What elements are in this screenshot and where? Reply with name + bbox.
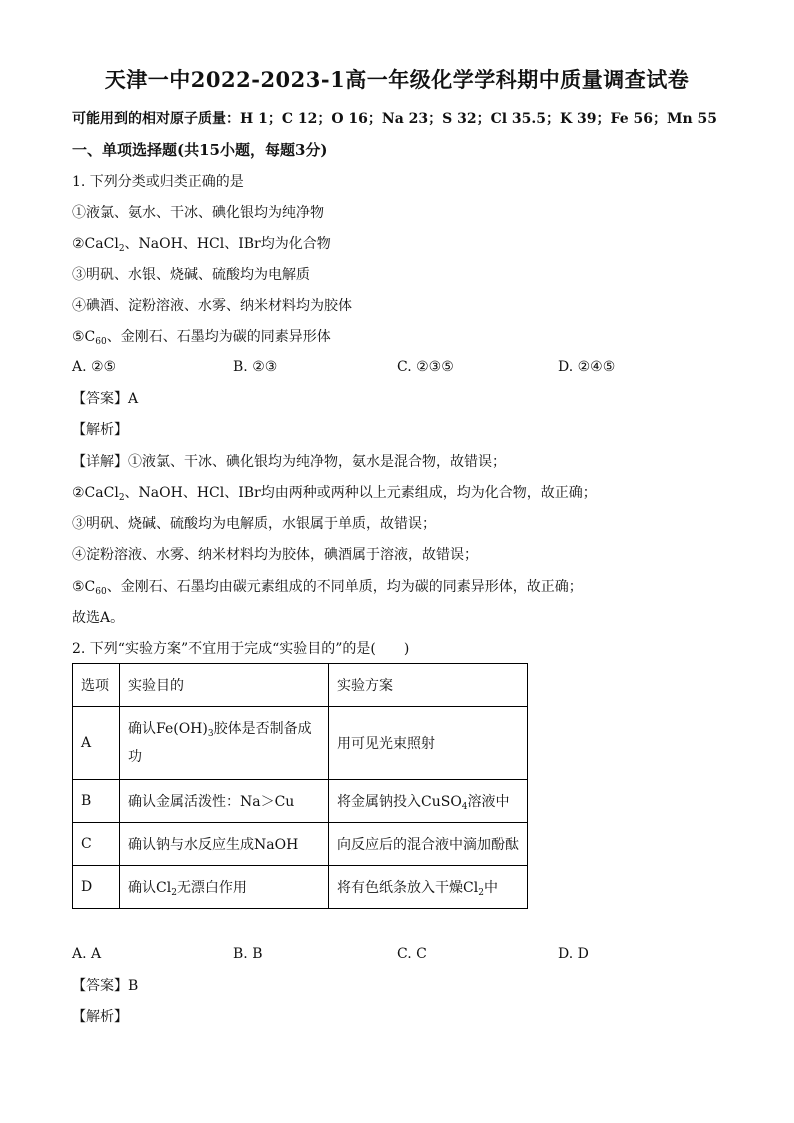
q1-detail-1: 【详解】①液氯、干冰、碘化银均为纯净物，氨水是混合物，故错误；: [72, 454, 506, 470]
q1-detail-2-text-b: 、NaOH、HCl、IBr均由两种或两种以上元素组成，均为化合物，故正确；: [124, 485, 597, 501]
q2-row-a-goal-text-b: 胶体是否制备成功: [128, 721, 312, 765]
q1-item-2-subscript: 2: [118, 244, 125, 254]
exam-title: 天津一中2022-2023-1高一年级化学学科期中质量调查试卷: [104, 67, 690, 92]
q2-table-row-a: [73, 707, 528, 780]
q1-option-b[interactable]: B. ②③: [233, 359, 278, 375]
q2-row-a-goal-text-a: 确认Fe(OH): [128, 721, 208, 737]
q1-item-3: ③明矾、水银、烧碱、硫酸均为电解质: [72, 267, 310, 283]
q2-row-a-plan: 用可见光束照射: [329, 707, 528, 780]
q1-detail-5-text-a: ⑤C: [72, 579, 96, 595]
q2-row-d-goal-subscript: 2: [171, 888, 177, 898]
q2-row-b-option: B: [73, 780, 120, 823]
q1-detail-6: 故选A。: [72, 610, 125, 626]
q2-row-d-plan: [329, 866, 528, 909]
q2-option-a[interactable]: A. A: [72, 946, 102, 962]
q1-detail-4: ④淀粉溶液、水雾、纳米材料均为胶体，碘酒属于溶液，故错误；: [72, 547, 478, 563]
q2-header-goal: 实验目的: [120, 664, 329, 707]
q1-detail-2: [72, 484, 597, 502]
q1-item-5-text-a: ⑤C: [72, 329, 96, 345]
q2-row-d-plan-text-b: 中: [483, 880, 498, 896]
q2-row-d-goal: [120, 866, 329, 909]
q1-item-5-text-b: 、金刚石、石墨均为碳的同素异形体: [106, 329, 331, 345]
q2-row-d-plan-text-a: 将有色纸条放入干燥Cl: [337, 880, 479, 896]
q2-table-row-d: [73, 866, 528, 909]
q1-option-d[interactable]: D. ②④⑤: [558, 359, 616, 375]
q2-row-d-goal-text-b: 无漂白作用: [176, 880, 247, 896]
q2-row-c-goal: 确认钠与水反应生成NaOH: [120, 823, 329, 866]
q1-detail-5-text-b: 、金刚石、石墨均由碳元素组成的不同单质，均为碳的同素异形体，故正确；: [106, 579, 583, 595]
q2-row-d-option: D: [73, 866, 120, 909]
q2-table-row-c: [73, 823, 528, 866]
q1-detail-2-text-a: ②CaCl: [72, 485, 119, 501]
q2-row-b-plan: [329, 780, 528, 823]
q2-row-c-option: C: [73, 823, 120, 866]
q1-stem: 1. 下列分类或归类正确的是: [72, 174, 244, 190]
q2-row-b-goal: 确认金属活泼性：Na＞Cu: [120, 780, 329, 823]
q2-option-c[interactable]: C. C: [397, 946, 427, 962]
q1-answer: 【答案】A: [72, 391, 139, 407]
q2-table-header-row: [73, 664, 528, 707]
q1-detail-3: ③明矾、烧碱、硫酸均为电解质，水银属于单质，故错误；: [72, 516, 436, 532]
q2-row-a-goal-subscript: 3: [207, 729, 214, 739]
q2-analysis-label: 【解析】: [72, 1009, 128, 1025]
q1-option-c[interactable]: C. ②③⑤: [397, 359, 454, 375]
q2-row-d-goal-text-a: 确认Cl: [128, 880, 172, 896]
q1-analysis-label: 【解析】: [72, 422, 128, 438]
q2-table-row-b: [73, 780, 528, 823]
q1-option-a[interactable]: A. ②⑤: [72, 359, 117, 375]
q1-item-5: [72, 328, 331, 346]
q2-stem: 2. 下列“实验方案”不宜用于完成“实验目的”的是( ): [72, 641, 410, 657]
q2-row-b-plan-text-a: 将金属钠投入CuSO: [337, 794, 462, 810]
q1-detail-2-subscript: 2: [118, 493, 125, 503]
q2-row-a-goal: [120, 707, 329, 780]
q2-option-b[interactable]: B. B: [233, 946, 263, 962]
q1-item-4: ④碘酒、淀粉溶液、水雾、纳米材料均为胶体: [72, 298, 352, 314]
q2-table: [72, 663, 528, 909]
q2-header-option: 选项: [73, 664, 120, 707]
q2-row-a-option: A: [73, 707, 120, 780]
q2-row-d-plan-subscript: 2: [478, 888, 484, 898]
q1-item-1: ①液氯、氨水、干冰、碘化银均为纯净物: [72, 205, 324, 221]
q2-row-c-plan: 向反应后的混合液中滴加酚酞: [329, 823, 528, 866]
q1-detail-5: [72, 578, 583, 596]
section-heading: 一、单项选择题(共15小题，每题3分): [72, 141, 328, 159]
q1-item-5-subscript: 60: [95, 337, 107, 347]
atomic-masses-line: 可能用到的相对原子质量：H 1；C 12；O 16；Na 23；S 32；Cl 35.5；K 39；Fe 56；Mn 55: [72, 111, 718, 127]
q1-item-2-text-a: ②CaCl: [72, 236, 119, 252]
q1-item-2-text-b: 、NaOH、HCl、IBr均为化合物: [124, 236, 331, 252]
q2-header-plan: 实验方案: [329, 664, 528, 707]
q2-row-b-plan-subscript: 4: [461, 802, 468, 812]
q2-row-b-plan-text-b: 溶液中: [467, 794, 510, 810]
q1-item-2: [72, 235, 331, 253]
q1-detail-5-subscript: 60: [95, 587, 107, 597]
q2-answer: 【答案】B: [72, 978, 139, 994]
q2-option-d[interactable]: D. D: [558, 946, 589, 962]
